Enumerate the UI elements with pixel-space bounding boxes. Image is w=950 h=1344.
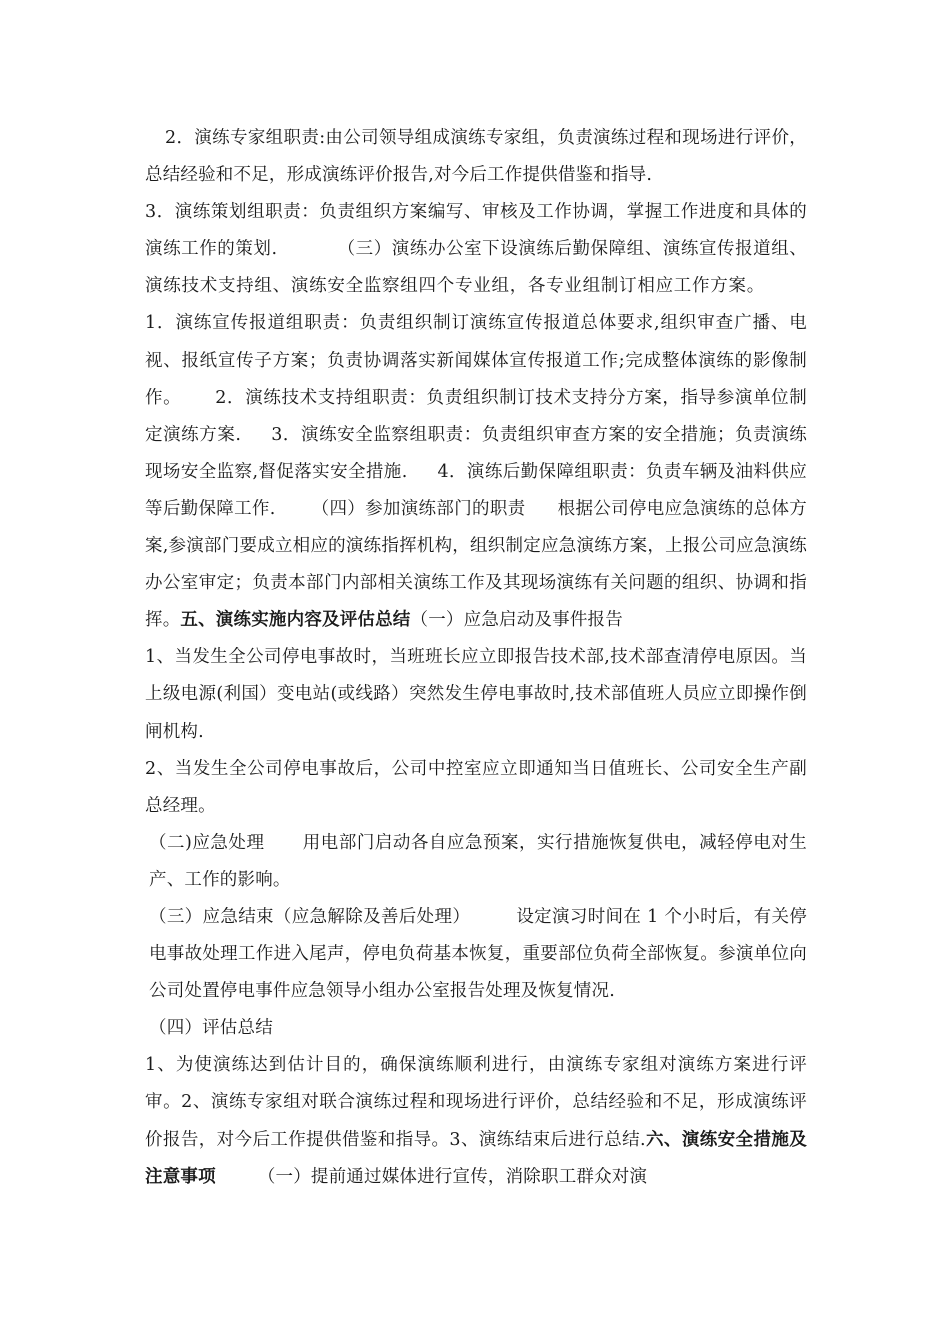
text-segment: 用电部门启动各自应急预案，实行措施恢复供电，减轻停电对生产、工作的影响。 bbox=[149, 832, 807, 890]
text-segment: 设定演习时间在 1 个小时后，有关停电事故处理工作进入尾声，停电负荷基本恢复，重要部位负荷全部恢复。参演单位向公司处置停电事件应急领导小组办公室报告处理及恢复情况. bbox=[149, 906, 807, 1002]
text-segment: （一）应急启动及事件报告 bbox=[410, 610, 623, 631]
text-segment: （四）评估总结 bbox=[149, 1018, 273, 1039]
text-segment: 1、当发生全公司停电事故时，当班班长应立即报告技术部,技术部查清停电原因。当上级电源(利国）变电站(或线路）突然发生停电事故时,技术部值班人员应立即操作倒闸机构. bbox=[145, 647, 807, 742]
text-segment: （三）应急结束（应急解除及善后处理） bbox=[149, 906, 471, 927]
text-segment: （四）参加演练部门的职责 bbox=[311, 498, 526, 519]
paragraph-emergency-handling bbox=[145, 825, 807, 899]
text-segment: 3．演练策划组职责：负责组织方案编写、审核及工作协调，掌握工作进度和具体的演练工作的策划. bbox=[145, 202, 807, 260]
text-segment: （二)应急处理 bbox=[149, 832, 265, 853]
paragraph-report-2 bbox=[145, 751, 807, 825]
text-segment: 根据公司停电应急演练的总体方案,参演部门要成立相应的演练指挥机构，组织制定应急演练方案，上报公司应急演练办公室审定；负责本部门内部相关演练工作及其现场演练有关问题的组织、协调和指挥。 bbox=[145, 498, 807, 631]
text-segment: 1、为使演练达到估计目的，确保演练顺利进行，由演练专家组对演练方案进行评审。2、演练专家组对联合演练过程和现场进行评价，总结经验和不足，形成演练评价报告，对今后工作提供借鉴和指导。3、演练结束后进行总结. bbox=[145, 1055, 807, 1150]
text-segment: （三）演练办公室下设演练后勤保障组、演练宣传报道组、演练技术支持组、演练安全监察组四个专业组，各专业组制订相应工作方案。 bbox=[145, 239, 807, 297]
paragraph-report-1 bbox=[145, 639, 807, 750]
section-heading-five: 五、演练实施内容及评估总结 bbox=[180, 610, 411, 631]
section-heading-six: 六、演练安全措施及注意事项 bbox=[145, 1129, 807, 1187]
paragraph-planning-group bbox=[145, 194, 807, 639]
text-segment: 2．演练专家组职责:由公司领导组成演练专家组，负责演练过程和现场进行评价，总结经验和不足，形成演练评价报告,对今后工作提供借鉴和指导. bbox=[145, 128, 807, 186]
document-body bbox=[145, 120, 807, 1196]
text-segment: 2、当发生全公司停电事故后，公司中控室应立即通知当日值班长、公司安全生产副总经理。 bbox=[145, 758, 807, 816]
paragraph-evaluation-heading bbox=[145, 1010, 807, 1047]
text-segment: （一）提前通过媒体进行宣传，消除职工群众对演 bbox=[257, 1166, 648, 1187]
paragraph-emergency-end bbox=[145, 899, 807, 1010]
paragraph-expert-group bbox=[145, 120, 807, 194]
text-segment: 2．演练技术支持组职责：负责组织制订技术支持分方案，指导参演单位制定演练方案. bbox=[145, 387, 807, 445]
paragraph-evaluation bbox=[145, 1047, 807, 1195]
text-segment: 1．演练宣传报道组职责：负责组织制订演练宣传报道总体要求,组织审查广播、电视、报纸宣传子方案；负责协调落实新闻媒体宣传报道工作;完成整体演练的影像制作。 bbox=[145, 313, 807, 408]
text-segment: 3．演练安全监察组职责：负责组织审查方案的安全措施；负责演练现场安全监察,督促落实安全措施. bbox=[145, 424, 808, 482]
text-segment: 4．演练后勤保障组职责：负责车辆及油料供应等后勤保障工作. bbox=[145, 461, 807, 519]
